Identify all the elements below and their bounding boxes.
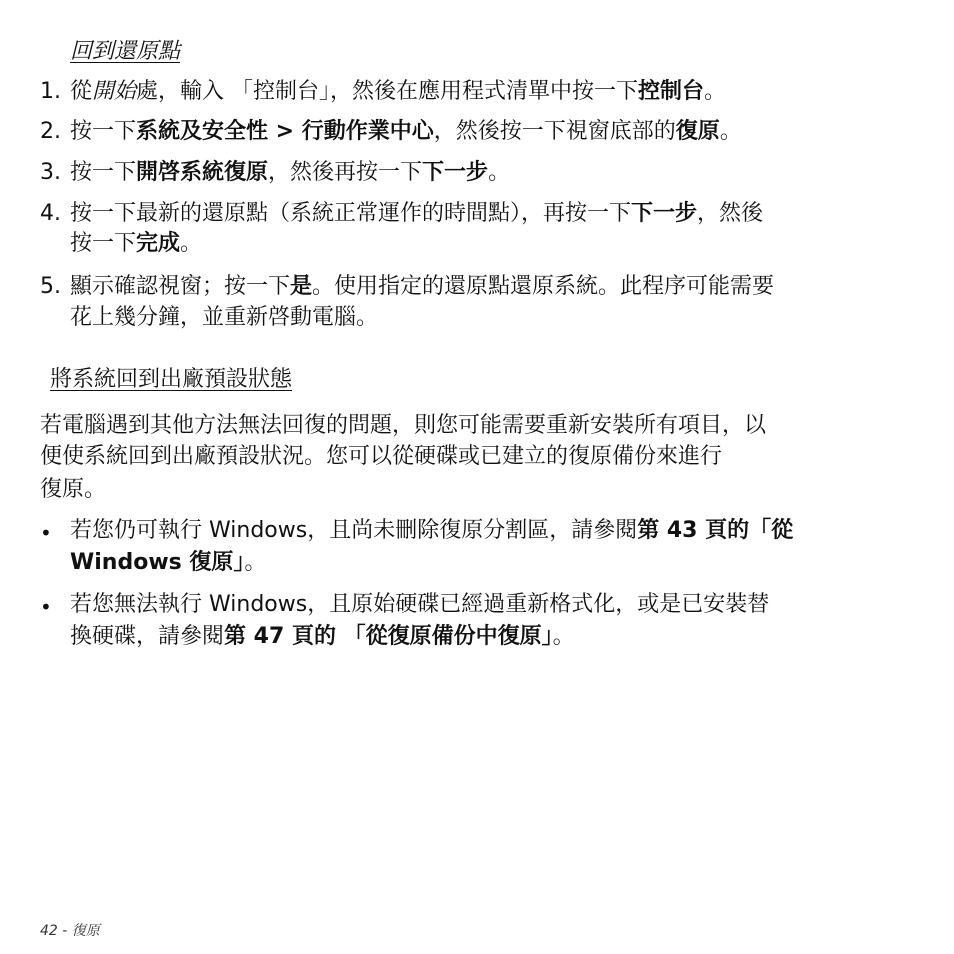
bullet-dot: • — [40, 595, 52, 619]
step-1-text — [70, 77, 726, 107]
bullet-link-text: Windows 復原」 — [70, 550, 245, 575]
bullet-text: 若您無法執行 Windows，且原始硬碟已經過重新格式化，或是已安裝替 — [70, 592, 770, 617]
bullet-link-text: 第 43 頁的「從 — [637, 518, 794, 543]
step-4-line-2 — [70, 229, 202, 259]
paragraph-line: 便使系統回到出廠預設狀況。您可以從硬碟或已建立的復原備份來進行 — [40, 444, 723, 469]
step-text: 花上幾分鐘，並重新啓動電腦。 — [70, 305, 379, 330]
paragraph-line: 若電腦遇到其他方法無法回復的問題，則您可能需要重新安裝所有項目，以 — [40, 413, 767, 438]
step-text: 按一下 — [70, 119, 137, 144]
bullet-text: 換硬碟，請參閱 — [70, 624, 225, 649]
step-number: 2. — [40, 119, 61, 144]
step-text: ，然後按一下視窗底部的 — [433, 119, 676, 144]
step-text: 處，輸入 「控制台」，然後在應用程式清單中按一下 — [136, 79, 639, 104]
step-text: 按一下最新的還原點（系統正常運作的時間點），再按一下 — [70, 201, 632, 226]
bullet-text: 。 — [244, 550, 267, 575]
step-5-line-2 — [70, 303, 378, 333]
step-bold-text: 復原 — [675, 119, 720, 144]
step-bold-text: 下一步 — [422, 160, 489, 185]
step-text: 。 — [719, 119, 742, 144]
step-bold-text: 下一步 — [631, 201, 698, 226]
step-2-text — [70, 117, 742, 147]
step-bold-text: 控制台 — [638, 79, 705, 104]
bullet-1-line-2 — [70, 548, 266, 578]
bullet-2-line-2 — [70, 622, 575, 652]
step-bold-text: 完成 — [136, 231, 181, 256]
bullet-text: 若您仍可執行 Windows，且尚未刪除復原分割區，請參閱 — [70, 518, 638, 543]
step-number: 3. — [40, 160, 61, 185]
step-text: 顯示確認視窗；按一下 — [70, 274, 291, 299]
step-3-text — [70, 158, 510, 188]
step-text: ，然後 — [697, 201, 764, 226]
step-text: 按一下 — [70, 231, 137, 256]
step-4-line-1 — [70, 199, 763, 229]
step-italic-text: 開始 — [92, 79, 137, 104]
step-number: 4. — [40, 201, 61, 226]
section-title: 將系統回到出廠預設狀態 — [50, 367, 293, 392]
bullet-2-line-1 — [70, 590, 769, 620]
step-text: 。 — [704, 79, 727, 104]
step-text: 。使用指定的還原點還原系統。此程序可能需要 — [312, 274, 775, 299]
subheading: 回到還原點 — [70, 39, 181, 64]
bullet-1-line-1 — [70, 516, 793, 546]
step-bold-text: 系統及安全性 > 行動作業中心 — [136, 119, 434, 144]
step-text: 。 — [180, 231, 203, 256]
step-text: 按一下 — [70, 160, 137, 185]
step-bold-text: 是 — [290, 274, 313, 299]
step-number: 5. — [40, 274, 61, 299]
bullet-text: 。 — [552, 624, 575, 649]
step-5-line-1 — [70, 272, 774, 302]
paragraph-line: 復原。 — [40, 477, 107, 502]
step-text: ，然後再按一下 — [268, 160, 423, 185]
step-number: 1. — [40, 79, 61, 104]
step-bold-text: 開啓系統復原 — [136, 160, 269, 185]
step-text: 。 — [488, 160, 511, 185]
bullet-link-text: 第 47 頁的 「從復原備份中復原」 — [224, 624, 553, 649]
bullet-dot: • — [40, 521, 52, 545]
page-footer: 42 - 復原 — [40, 923, 100, 939]
step-text: 從 — [70, 79, 93, 104]
